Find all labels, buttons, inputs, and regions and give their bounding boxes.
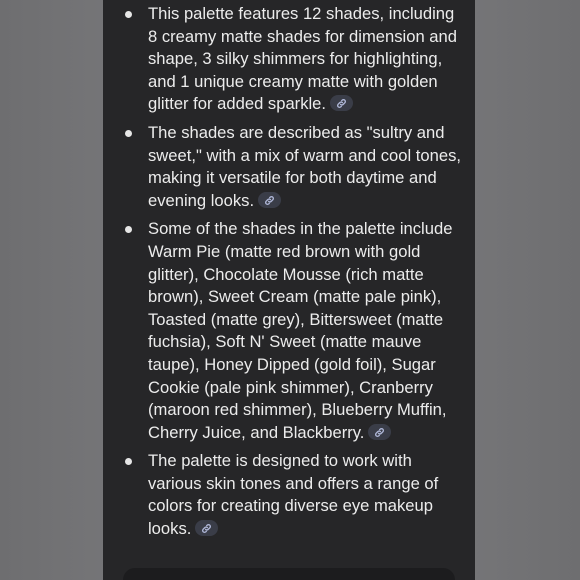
bullet-dot (125, 226, 132, 233)
list-item (103, 122, 475, 212)
bullet-text: The shades are described as "sultry and sweet," with a mix of warm and cool tones, making it versatile for both daytime and evening looks. (148, 122, 462, 210)
list-item (103, 450, 475, 540)
list-item (103, 3, 475, 116)
link-icon[interactable] (195, 520, 218, 536)
bullet-text: Some of the shades in the palette include Warm Pie (matte red brown with gold glitter), Chocolate Mousse (rich matte brown), Sweet Cream (matte pale pink), Toasted (matte grey), Bittersweet (matte fuchsia), Soft N' Sweet (matte mauve taupe), Honey Dipped (gold foil), Sugar Cookie (pale pink shimmer), Cranberry (maroon red shimmer), Blueberry Muffin, Cherry Juice, and Blackberry. (148, 219, 453, 442)
bullet-dot (125, 458, 132, 465)
input-bar-edge (123, 568, 455, 580)
response-panel (103, 0, 475, 580)
bullet-text: The palette is designed to work with various skin tones and offers a range of colors for creating diverse eye makeup looks. (148, 451, 439, 539)
bullet-list (103, 3, 475, 547)
link-icon[interactable] (330, 95, 353, 111)
bullet-text: This palette features 12 shades, including 8 creamy matte shades for dimension and shape, 3 silky shimmers for highlighting, and 1 unique creamy matte with golden glitter for added sparkle. (148, 4, 457, 114)
link-icon[interactable] (258, 192, 281, 208)
link-icon[interactable] (368, 424, 391, 440)
list-item (103, 218, 475, 444)
bullet-dot (125, 130, 132, 137)
bullet-dot (125, 11, 132, 18)
